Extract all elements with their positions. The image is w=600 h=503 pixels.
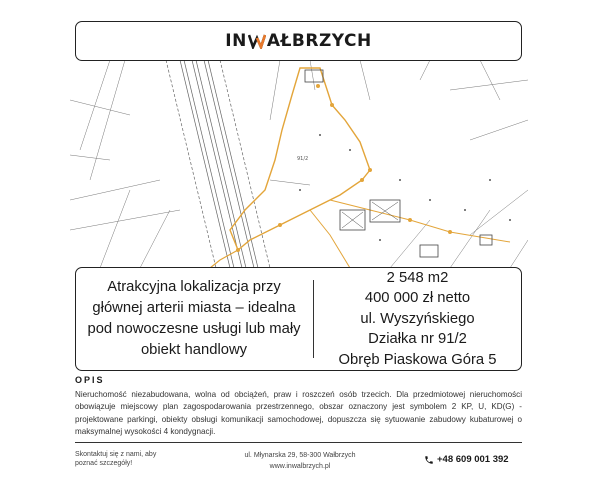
listing-details-panel xyxy=(314,268,521,370)
contact-line-2: poznać szczegóły! xyxy=(75,460,133,467)
buildings xyxy=(305,70,492,257)
listing-price: 400 000 zł netto xyxy=(364,290,471,307)
listing-info-box xyxy=(75,267,522,371)
header-logo-box xyxy=(75,21,522,61)
listing-plot: Działka nr 91/2 xyxy=(368,331,467,348)
listing-description: Atrakcyjna lokalizacja przy głównej arterii miasta – idealna pod nowoczesne usługi lub mały obiekt handlowy xyxy=(87,279,301,358)
footer-phone[interactable] xyxy=(424,454,509,465)
cadastral-map xyxy=(70,60,528,268)
brand-w-mark-icon xyxy=(248,33,266,49)
phone-icon xyxy=(424,455,434,465)
footer-address-block xyxy=(200,450,400,472)
listing-description-panel xyxy=(76,268,312,370)
footer-contact-invite xyxy=(75,450,185,468)
opis-text: Nieruchomość niezabudowana, wolna od obciążeń, praw i roszczeń osób trzecich. Dla przedmiotowej nieruchomości obowiązuje miejscowy plan zagospodarowania przestrzennego, obszar oznaczony jest symbolem 2 KP, U, KD(G) - projektowane parkingi, obiekty obsługi komunikacji samochodowej, dopuszcza się sytuowanie zabudowy kubaturowej o maksymalnej wysokości 4 kondygnacji. xyxy=(75,390,522,437)
listing-area: 2 548 m2 xyxy=(386,269,449,286)
opis-heading: OPIS xyxy=(75,375,105,385)
footer-address: ul. Młynarska 29, 58-300 Wałbrzych xyxy=(244,452,356,459)
brand-text-in: IN xyxy=(225,31,247,51)
contact-line-1: Skontaktuj się z nami, aby xyxy=(75,451,157,458)
footer-divider xyxy=(75,442,522,443)
footer-website-link[interactable]: www.inwalbrzych.pl xyxy=(269,463,331,470)
railway-tracks xyxy=(166,60,270,268)
brand-text-walbrzych: AŁBRZYCH xyxy=(266,31,372,51)
parcel-number-label: 91/2 xyxy=(297,156,309,162)
brand-logo[interactable] xyxy=(225,31,371,51)
listing-precinct: Obręb Piaskowa Góra 5 xyxy=(338,351,497,368)
phone-number: +48 609 001 392 xyxy=(437,454,509,465)
listing-street: ul. Wyszyńskiego xyxy=(360,310,475,327)
